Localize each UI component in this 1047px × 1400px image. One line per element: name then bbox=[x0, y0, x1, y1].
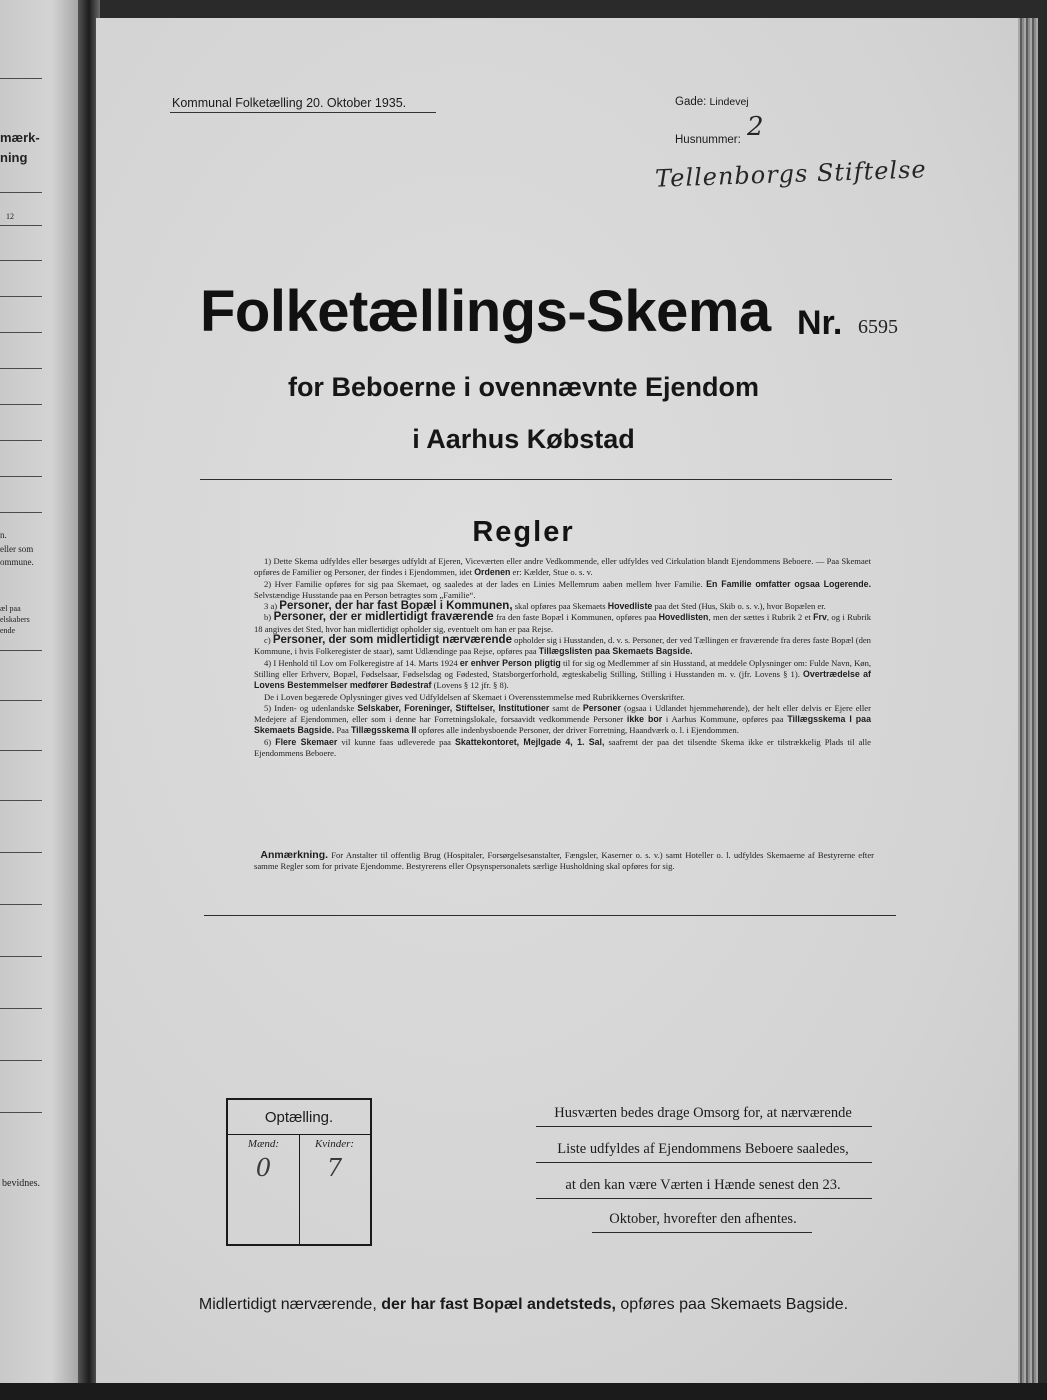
women-label: Kvinder: bbox=[314, 1138, 355, 1150]
left-rule bbox=[0, 904, 42, 905]
left-fragment: mærk- bbox=[0, 130, 40, 145]
notice-underline bbox=[536, 1198, 872, 1199]
left-fragment: ende bbox=[0, 626, 16, 635]
form-subtitle: for Beboerne i ovennævnte Ejendom bbox=[287, 372, 760, 402]
left-rule bbox=[0, 225, 42, 226]
left-fragment: æl paa bbox=[0, 604, 21, 613]
rule-3c: c) Personer, der som midlertidigt nærværende opholder sig i Husstanden, d. v. s. Personer, der ved Tællingen er fraværende fra deres faste Bopæl (den Kommune, i hvis Folkeregister de staar), samt Udlændinge paa Rejse, opføres paa Tillægslisten paa Skemaets Bagside. bbox=[254, 634, 871, 657]
street-label: Gade: bbox=[675, 96, 707, 108]
left-fragment: eller som bbox=[0, 544, 34, 554]
rule-4: 4) I Henhold til Lov om Folkeregistre af 14. Marts 1924 er enhver Person pligtig til for sig og Medlemmer af sin Husstand, at meddele Oplysninger om: Fulde Navn, Køn, Stilling eller Erhverv, Bopæl, Fødselsaar, Fødselsdag og Fødested, Statsborgerforhold, ægteskabelig Stilling, Stilling i Husstanden m. v. (jfr. Lovens § 1). Overtrædelse af Lovens Bestemmelser medfører Bødestraf (Lovens § 12 jfr. § 8). bbox=[254, 657, 872, 691]
footer-note bbox=[0, 1296, 1047, 1314]
left-rule bbox=[0, 1008, 42, 1009]
left-rule bbox=[0, 1060, 42, 1061]
left-rule bbox=[0, 750, 42, 751]
scan-border bbox=[0, 1383, 1047, 1400]
tally-divider bbox=[299, 1134, 300, 1244]
rule-5: 5) Inden- og udenlandske Selskaber, Foreninger, Stiftelser, Institutioner samt de Personer (ogsaa i Udlandet hjemmehørende), der helt eller delvis er Ejere eller Medejere af Ejendommen, eller som i denne har Forretningslokale, forsaavidt vedkommende Personer ikke bor i Aarhus Kommune, opføres paa Tillægsskema I paa Skemaets Bagside. Paa Tillægsskema II opføres alle indenbysboende Personer, der driver Forretning, Haandværk o. l. i Ejendommen. bbox=[254, 702, 871, 736]
left-rule bbox=[0, 332, 42, 333]
notice-underline bbox=[536, 1126, 872, 1127]
rules-heading: Regler bbox=[472, 516, 575, 548]
left-fragment: 12 bbox=[6, 212, 14, 221]
notice-underline bbox=[592, 1232, 812, 1233]
left-rule bbox=[0, 260, 42, 261]
footer-part-2: der har fast Bopæl andetsteds, bbox=[381, 1296, 616, 1313]
left-fragment: n. bbox=[0, 530, 7, 540]
note-label: Anmærkning. bbox=[260, 849, 329, 861]
header-underline bbox=[170, 112, 436, 113]
rules-text bbox=[254, 556, 871, 759]
divider bbox=[200, 479, 892, 480]
rule-2: 2) Hver Familie opføres for sig paa Skemaet, og saaledes at der lades en Linies Mellemrum aaben mellem hver Familie. En Familie omfatter ogsaa Logerende. Selvstændige Husstande paa en Person betragtes som „Familie“. bbox=[254, 578, 872, 600]
property-name-handwritten: Tellenborgs Stiftelse bbox=[654, 155, 928, 193]
left-fragment: bevidnes. bbox=[2, 1178, 41, 1189]
left-rule bbox=[0, 78, 42, 79]
left-rule bbox=[0, 956, 42, 957]
left-rule bbox=[0, 700, 42, 701]
left-rule bbox=[0, 296, 42, 297]
notice-line-2: Liste udfyldes af Ejendommens Beboere saaledes, bbox=[557, 1141, 849, 1157]
form-number: 6595 bbox=[858, 316, 898, 338]
rule-1: 1) Dette Skema udfyldes eller besørges udfyldt af Ejeren, Viceværten eller andre Vedkommende, eller udfyldes ved Cirkulation blandt Ejendommens Beboere. — Paa Skemaet opføres de Familier og Personer, der findes i Ejendommen, idet Ordenen er: Kælder, Stue o. s. v. bbox=[254, 556, 871, 578]
left-fragment: ommune. bbox=[0, 557, 34, 567]
women-count: 7 bbox=[326, 1154, 343, 1182]
notice-line-3: at den kan være Værten i Hænde senest den 23. bbox=[565, 1177, 841, 1193]
left-fragment: ning bbox=[0, 150, 28, 165]
form-number-label: Nr. bbox=[797, 304, 843, 342]
men-count: 0 bbox=[255, 1154, 272, 1182]
left-page bbox=[0, 0, 86, 1400]
left-rule bbox=[0, 368, 42, 369]
street-value: Lindevej bbox=[709, 96, 749, 108]
men-label: Mænd: bbox=[247, 1138, 280, 1150]
left-rule bbox=[0, 512, 42, 513]
footer-part-3: opføres paa Skemaets Bagside. bbox=[620, 1296, 849, 1313]
left-rule bbox=[0, 800, 42, 801]
rule-3b: b) Personer, der er midlertidigt fraværende fra den faste Bopæl i Kommunen, opføres paa Hovedlisten, men der sættes i Rubrik 2 et Frv, og i Rubrik 18 angives det Sted, hvor han midlertidigt opholder sig, eventuelt om han er paa Rejse. bbox=[254, 611, 872, 634]
tally-title: Optælling. bbox=[228, 1100, 370, 1135]
note-paragraph bbox=[254, 850, 874, 873]
divider bbox=[204, 915, 896, 916]
left-fragment: elskabers bbox=[0, 615, 30, 624]
street-field bbox=[675, 96, 749, 108]
notice-line-1: Husværten bedes drage Omsorg for, at nærværende bbox=[554, 1105, 852, 1121]
form-title: Folketællings-Skema bbox=[200, 279, 771, 344]
house-number-value: 2 bbox=[747, 112, 764, 142]
note-text: For Anstalter til offentlig Brug (Hospitaler, Forsørgelsesanstalter, Fængsler, Kaserner o. s. v.) samt Hoteller o. l. udfyldes Skemaerne af Bestyrerne efter samme Regler som for private Ejendomme. Bestyrerens eller Opsynspersonalets særlige Husholdning skal opføres for sig. bbox=[254, 850, 874, 872]
rule-4b: De i Loven begærede Oplysninger gives ved Udfyldelsen af Skemaet i Overensstemmelse med Rubrikkernes Overskrifter. bbox=[264, 691, 685, 702]
rule-6: 6) Flere Skemaer vil kunne faas udleverede paa Skattekontoret, Mejlgade 4, 1. Sal, saafremt der paa det tilsendte Skema ikke er tilstrækkelig Plads til alle Ejendommens Beboere. bbox=[254, 736, 871, 759]
rule-3a: 3 a) Personer, der har fast Bopæl i Kommunen, skal opføres paa Skemaets Hovedliste paa det Sted (Hus, Skib o. s. v.), hvor Bopælen er. bbox=[264, 600, 826, 613]
left-rule bbox=[0, 650, 42, 651]
house-number-label: Husnummer: bbox=[675, 134, 741, 146]
census-header-title: Kommunal Folketælling 20. Oktober 1935. bbox=[172, 96, 407, 110]
left-rule bbox=[0, 852, 42, 853]
left-rule bbox=[0, 404, 42, 405]
page-edge bbox=[1018, 18, 1038, 1383]
footer-part-1: Midlertidigt nærværende, bbox=[198, 1296, 377, 1313]
left-rule bbox=[0, 476, 42, 477]
tally-box bbox=[226, 1098, 372, 1246]
notice-line-4: Oktober, hvorefter den afhentes. bbox=[609, 1211, 797, 1227]
left-rule bbox=[0, 1112, 42, 1113]
form-municipality: i Aarhus Købstad bbox=[412, 424, 635, 454]
notice-underline bbox=[536, 1162, 872, 1163]
left-rule bbox=[0, 192, 42, 193]
